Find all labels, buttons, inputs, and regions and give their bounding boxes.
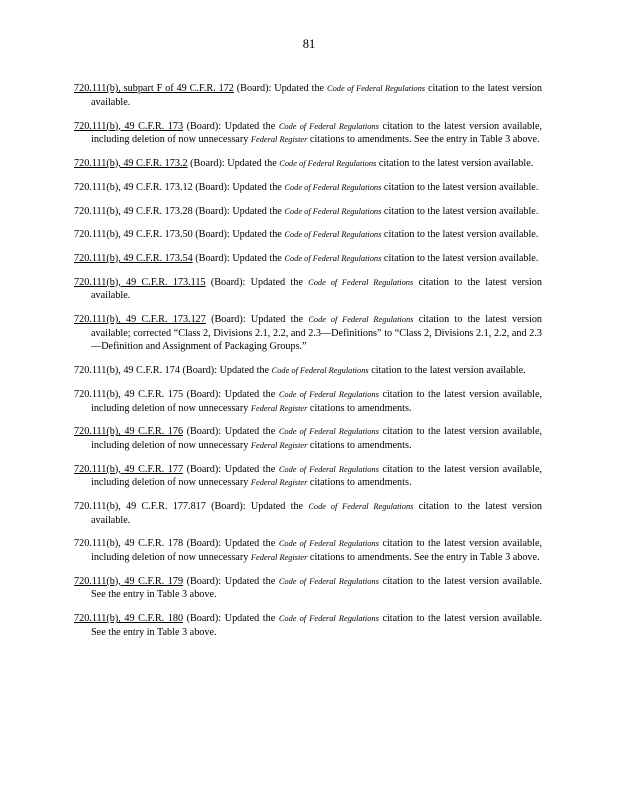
cfr-title: Code of Federal Regulations: [278, 121, 379, 131]
entry-text: citation to the latest version available, including deletion of now unnecessary: [91, 463, 543, 489]
entry-text: citation to the latest version available, including deletion of now unnecessary: [91, 388, 543, 414]
entry-text: citation to the latest version available, including deletion of now unnecessary: [91, 120, 543, 146]
entry-text: Updated the: [224, 157, 280, 169]
cfr-title: Code of Federal Regulations: [284, 254, 382, 264]
fr-title: Federal Register: [250, 478, 308, 488]
list-item-9: [74, 313, 542, 354]
entry-text: Updated the: [221, 575, 279, 587]
entry-text: Updated the: [221, 426, 279, 438]
citation: 720.111(b), 49 C.F.R. 178: [74, 538, 184, 550]
entry-text: Updated the: [221, 538, 279, 550]
cfr-title: Code of Federal Regulations: [308, 315, 414, 325]
entry-list: [74, 72, 542, 646]
entry-text: citation to the latest version available.: [381, 229, 539, 241]
entry-text: Updated the: [221, 388, 279, 400]
entry-text: Updated the: [229, 205, 285, 217]
list-item-16: [74, 575, 542, 602]
citation: 720.111(b), 49 C.F.R. 175: [74, 388, 184, 400]
entry-text: Updated the: [229, 253, 285, 265]
entry-text: citations to amendments. See the entry in Table 3 above.: [307, 552, 540, 564]
board-tag: (Board):: [183, 575, 222, 587]
entry-text: Updated the: [221, 463, 279, 475]
entry-text: citation to the latest version available, including deletion of now unnecessary: [91, 538, 543, 564]
entry-text: Updated the: [245, 314, 309, 326]
cfr-title: Code of Federal Regulations: [278, 464, 379, 474]
board-tag: (Board):: [183, 120, 222, 132]
board-tag: (Board):: [183, 426, 222, 438]
page-number: 81: [302, 37, 316, 51]
entry-text: citation to the latest version available.: [91, 276, 542, 302]
citation: 720.111(b), 49 C.F.R. 174: [74, 365, 180, 377]
list-item-8: [74, 276, 542, 303]
entry-text: citation to the latest version available.: [91, 501, 543, 526]
citation: 720.111(b), 49 C.F.R. 176: [74, 426, 184, 438]
entry-text: Updated the: [221, 613, 279, 625]
list-item-14: [74, 500, 542, 527]
list-item-11: [74, 388, 542, 415]
cfr-title: Code of Federal Regulations: [278, 427, 379, 437]
board-tag: (Board):: [183, 388, 222, 400]
entry-text: citation to the latest version available. See the entry in Table 3 above.: [91, 613, 543, 638]
citation: 720.111(b), 49 C.F.R. 173.54: [74, 253, 193, 265]
entry-text: citation to the latest version available, including deletion of now unnecessary: [91, 426, 543, 451]
list-item-6: [74, 228, 542, 242]
list-item-7: [74, 252, 542, 266]
cfr-title: Code of Federal Regulations: [284, 230, 382, 240]
cfr-title: Code of Federal Regulations: [284, 206, 382, 216]
cfr-title: Code of Federal Regulations: [284, 182, 382, 192]
cfr-title: Code of Federal Regulations: [271, 366, 369, 376]
fr-title: Federal Register: [250, 553, 308, 563]
cfr-title: Code of Federal Regulations: [278, 614, 379, 624]
cfr-title: Code of Federal Regulations: [278, 389, 379, 399]
list-item-17: [74, 612, 542, 639]
list-item-12: [74, 425, 542, 452]
cfr-title: Code of Federal Regulations: [308, 277, 414, 287]
citation: 720.111(b), 49 C.F.R. 173.115: [74, 276, 206, 288]
citation: 720.111(b), 49 C.F.R. 173.28: [74, 205, 193, 217]
board-tag: (Board):: [192, 253, 230, 265]
list-item-5: [74, 205, 542, 219]
entry-text: citation to the latest version available.: [381, 253, 539, 265]
entry-text: citations to amendments.: [307, 402, 412, 414]
board-tag: (Board):: [183, 538, 222, 550]
board-tag: (Board):: [205, 276, 246, 288]
board-tag: (Board):: [205, 501, 246, 513]
board-tag: (Board):: [192, 181, 230, 193]
entry-text: Updated the: [245, 501, 309, 513]
fr-title: Federal Register: [250, 440, 308, 450]
citation: 720.111(b), subpart F of 49 C.F.R. 172: [74, 83, 234, 95]
fr-title: Federal Register: [250, 135, 308, 145]
entry-text: citation to the latest version available. See the entry in Table 3 above.: [91, 575, 543, 601]
citation: 720.111(b), 49 C.F.R. 177: [74, 463, 184, 475]
cfr-title: Code of Federal Regulations: [326, 84, 426, 94]
board-tag: (Board):: [179, 365, 218, 377]
entry-text: Updated the: [217, 365, 272, 377]
board-tag: (Board):: [233, 83, 272, 95]
board-tag: (Board):: [187, 157, 225, 169]
citation: 720.111(b), 49 C.F.R. 173.12: [74, 181, 193, 193]
entry-text: citation to the latest version available.: [368, 365, 526, 377]
entry-text: citation to the latest version available.: [381, 205, 539, 217]
list-item-4: [74, 181, 542, 195]
entry-text: citation to the latest version available.: [91, 83, 542, 108]
citation: 720.111(b), 49 C.F.R. 177.817: [74, 501, 206, 513]
list-item-1: [74, 82, 542, 109]
board-tag: (Board):: [192, 229, 230, 241]
entry-text: Updated the: [245, 276, 309, 288]
list-item-13: [74, 463, 542, 490]
list-item-15: [74, 537, 542, 564]
cfr-title: Code of Federal Regulations: [279, 158, 377, 168]
entry-text: citation to the latest version available.: [381, 181, 539, 193]
entry-text: citation to the latest version available.: [376, 157, 534, 169]
citation: 720.111(b), 49 C.F.R. 173.50: [74, 229, 193, 241]
board-tag: (Board):: [183, 463, 222, 475]
entry-text: Updated the: [221, 120, 279, 132]
list-item-10: [74, 364, 542, 378]
board-tag: (Board):: [192, 205, 230, 217]
citation: 720.111(b), 49 C.F.R. 173.2: [74, 157, 188, 169]
entry-text: citation to the latest version available; corrected “Class 2, Divisions 2.1, 2.2, and 2.3—Definitions” to “Class 2, Divisions 2.1, 2.2, and 2.3—Definition and Assignment of Packaging Groups.”: [91, 314, 543, 353]
board-tag: (Board):: [205, 314, 246, 326]
entry-text: Updated the: [271, 83, 327, 95]
board-tag: (Board):: [183, 613, 222, 625]
cfr-title: Code of Federal Regulations: [308, 502, 414, 512]
entry-text: citations to amendments. See the entry in Table 3 above.: [307, 134, 540, 146]
fr-title: Federal Register: [250, 403, 308, 413]
citation: 720.111(b), 49 C.F.R. 173.127: [74, 314, 206, 326]
citation: 720.111(b), 49 C.F.R. 173: [74, 120, 184, 132]
cfr-title: Code of Federal Regulations: [278, 576, 379, 586]
citation: 720.111(b), 49 C.F.R. 180: [74, 613, 184, 625]
list-item-2: [74, 120, 542, 147]
entry-text: Updated the: [229, 181, 285, 193]
list-item-3: [74, 157, 542, 171]
entry-text: citations to amendments.: [307, 439, 412, 451]
entry-text: citations to amendments.: [307, 477, 412, 489]
citation: 720.111(b), 49 C.F.R. 179: [74, 575, 184, 587]
entry-text: Updated the: [229, 229, 285, 241]
cfr-title: Code of Federal Regulations: [278, 539, 379, 549]
